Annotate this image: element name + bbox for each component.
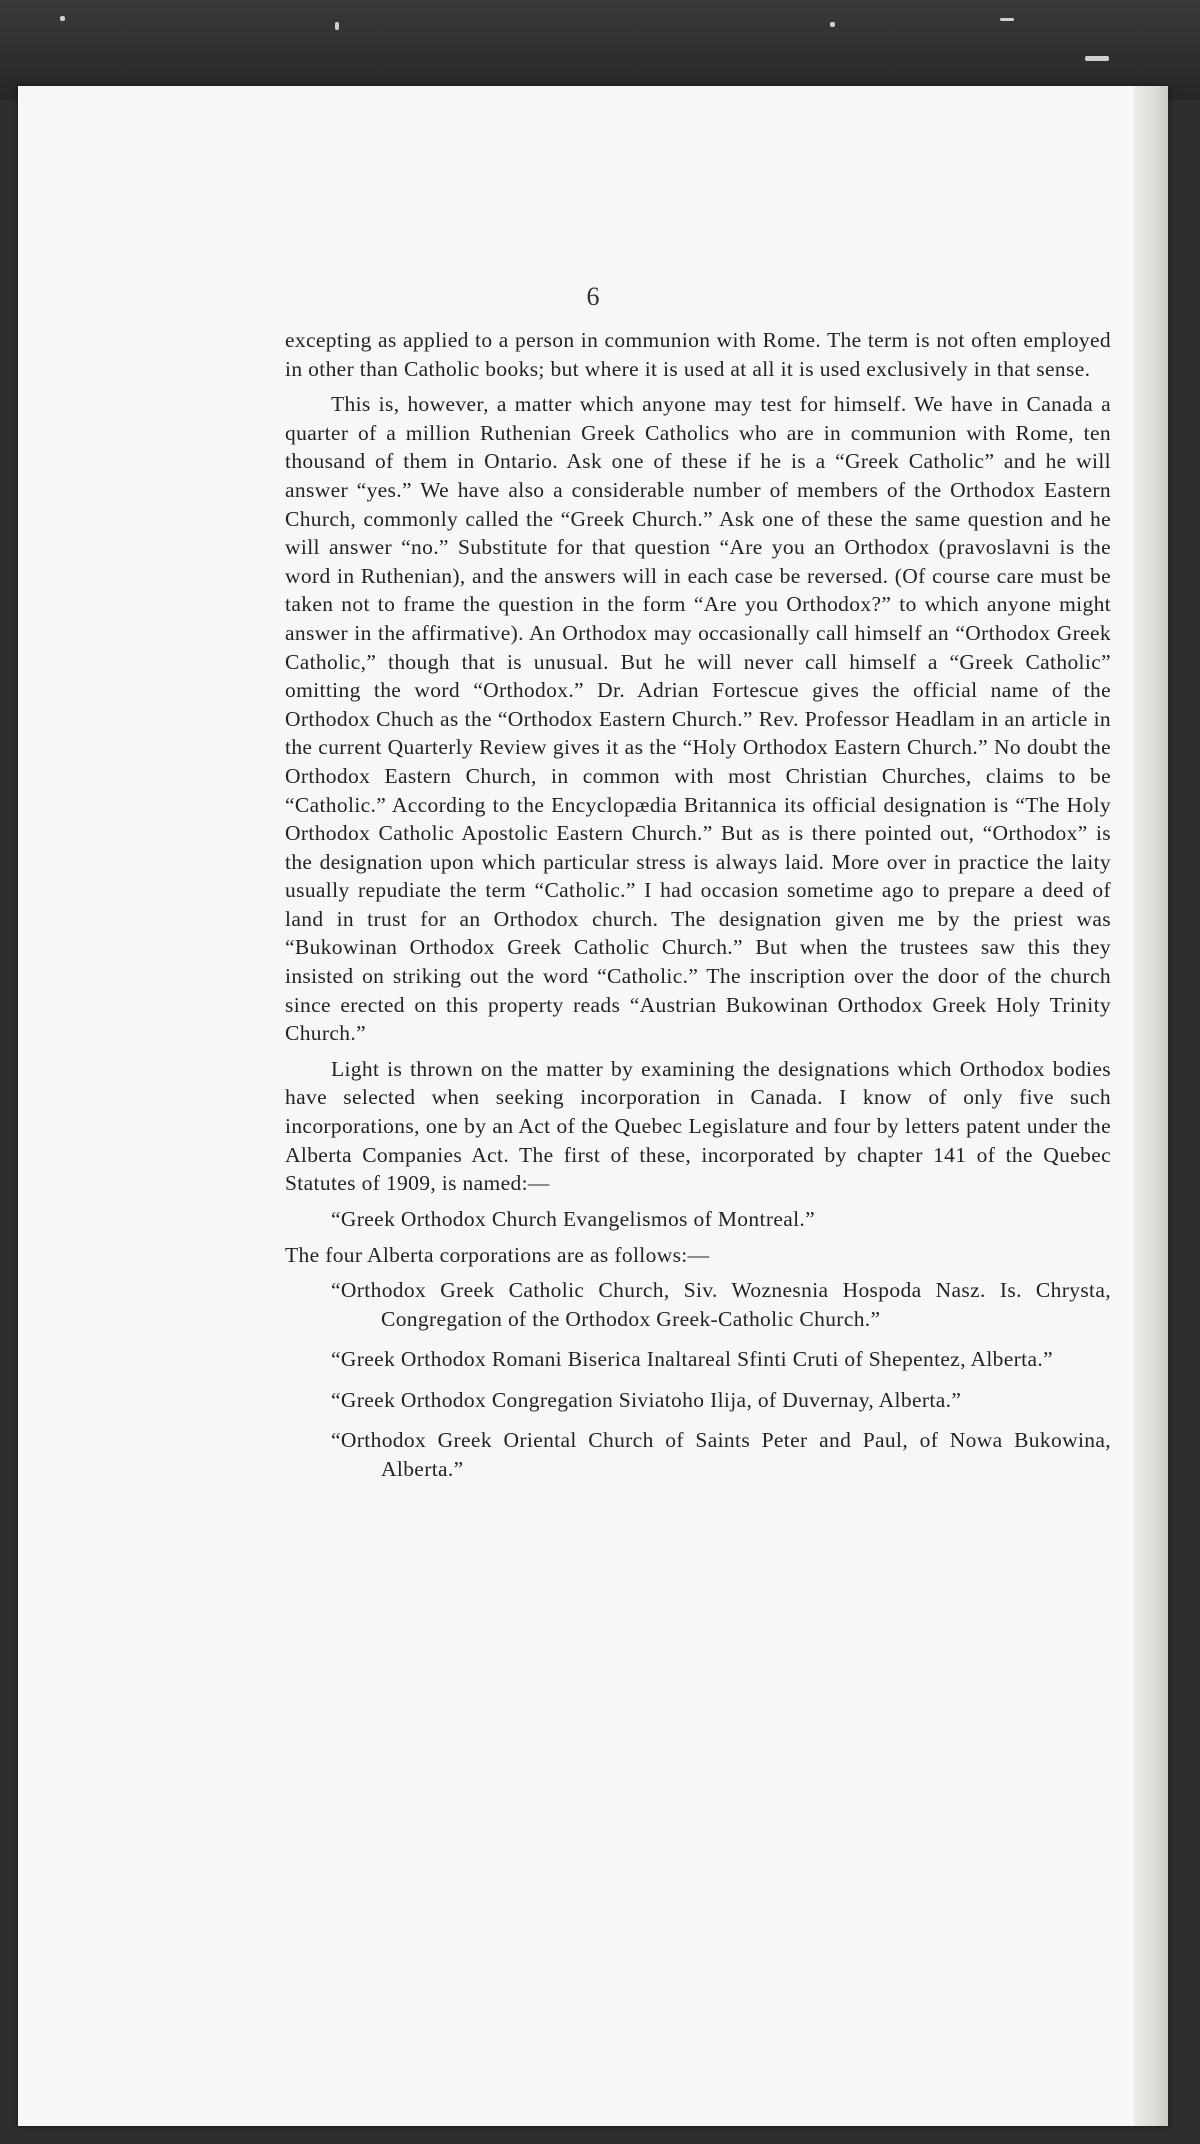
- list-item: “Greek Orthodox Congregation Siviatoho Ilija, of Duvernay, Alberta.”: [331, 1387, 962, 1412]
- quebec-corporation-name: “Greek Orthodox Church Evangelismos of Montreal.”: [331, 1206, 816, 1231]
- list-item: “Orthodox Greek Catholic Church, Siv. Woznesnia Hospoda Nasz. Is. Chrysta, Congregation of the Orthodox Greek-Catholic Church.”: [331, 1278, 1111, 1331]
- page-edge: [1134, 86, 1168, 2126]
- scan-speck: [60, 16, 65, 21]
- scan-background: [0, 0, 1200, 100]
- page-number: 6: [586, 282, 600, 311]
- list-item: “Orthodox Greek Oriental Church of Saints Peter and Paul, of Nowa Bukowina, Alberta.”: [331, 1428, 1111, 1481]
- scan-speck: [1085, 56, 1109, 61]
- body-text: [285, 326, 1111, 1496]
- paragraph-continuation: excepting as applied to a person in communion with Rome. The term is not often employed in other than Catholic books; but where it is used at all it is used exclusively in that sense.: [285, 328, 1111, 381]
- paragraph-incorporations: Light is thrown on the matter by examining the designations which Orthodox bodies have selected when seeking incorporation in Canada. I know of only five such incorporations, one by an Act of the Quebec Legislature and four by letters patent under the Alberta Companies Act. The first of these, incorporated by chapter 141 of the Quebec Statutes of 1909, is named:—: [285, 1056, 1111, 1196]
- scan-speck: [830, 22, 835, 27]
- scan-speck: [1000, 18, 1014, 21]
- scan-speck: [335, 22, 339, 30]
- alberta-intro: The four Alberta corporations are as follows:—: [285, 1243, 710, 1268]
- alberta-corporations-list: [285, 1276, 1111, 1484]
- list-item: “Greek Orthodox Romani Biserica Inaltareal Sfinti Cruti of Shepentez, Alberta.”: [331, 1347, 1054, 1372]
- paragraph-greek-catholic-test: This is, however, a matter which anyone may test for himself. We have in Canada a quarter of a million Ruthenian Greek Catholics who are in communion with Rome, ten thousand of them in Ontario. Ask one of these if he is a “Greek Catholic” and he will answer “yes.” We have also a considerable number of members of the Orthodox Eastern Church, commonly called the “Greek Church.” Ask one of these the same question and he will answer “no.” Substitute for that question “Are you an Orthodox (pravoslavni is the word in Ruthenian), and the answers will in each case be reversed. (Of course care must be taken not to frame the question in the form “Are you Orthodox?” to which anyone might answer in the affirmative). An Orthodox may occasionally call himself an “Orthodox Greek Catholic,” though that is unusual. But he will never call himself a “Greek Catholic” omitting the word “Orthodox.” Dr. Adrian Fortescue gives the official name of the Orthodox Chuch as the “Orthodox Eastern Church.” Rev. Professor Headlam in an article in the current Quarterly Review gives it as the “Holy Orthodox Eastern Church.” No doubt the Orthodox Eastern Church, in common with most Christian Churches, claims to be “Catholic.” According to the Encyclopædia Britannica its official designation is “The Holy Orthodox Catholic Apostolic Eastern Church.” But as is there pointed out, “Orthodox” is the designation upon which particular stress is always laid. More over in practice the laity usually repudiate the term “Catholic.” I had occasion sometime ago to prepare a deed of land in trust for an Orthodox church. The designation given me by the priest was “Bukowinan Orthodox Greek Catholic Church.” But when the trustees saw this they insisted on striking out the word “Catholic.” The inscription over the door of the church since erected on this property reads “Austrian Bukowinan Orthodox Greek Holy Trinity Church.”: [285, 392, 1111, 1046]
- document-page: [18, 86, 1168, 2126]
